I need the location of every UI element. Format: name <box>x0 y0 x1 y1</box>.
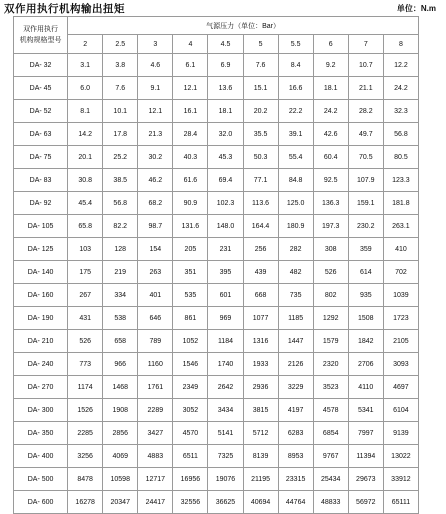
torque-cell: 1723 <box>383 307 418 330</box>
torque-cell: 65111 <box>383 491 418 514</box>
torque-cell: 4197 <box>278 399 313 422</box>
torque-cell: 1761 <box>138 376 173 399</box>
torque-cell: 8.4 <box>278 54 313 77</box>
torque-cell: 30.8 <box>68 169 103 192</box>
torque-cell: 19076 <box>208 468 243 491</box>
torque-cell: 13.6 <box>208 77 243 100</box>
table-row <box>14 376 419 399</box>
document-header <box>0 0 446 14</box>
pressure-header-cell: 2 <box>68 35 103 54</box>
torque-cell: 2285 <box>68 422 103 445</box>
torque-cell: 9.1 <box>138 77 173 100</box>
torque-cell: 20.1 <box>68 146 103 169</box>
pressure-header-cell: 7 <box>348 35 383 54</box>
torque-cell: 1316 <box>243 330 278 353</box>
torque-cell: 263 <box>138 261 173 284</box>
torque-cell: 18.1 <box>208 100 243 123</box>
pressure-header-cell: 4.5 <box>208 35 243 54</box>
torque-cell: 7997 <box>348 422 383 445</box>
torque-cell: 69.4 <box>208 169 243 192</box>
model-cell: DA- 600 <box>14 491 68 514</box>
torque-cell: 12717 <box>138 468 173 491</box>
torque-cell: 646 <box>138 307 173 330</box>
torque-cell: 526 <box>313 261 348 284</box>
torque-cell: 82.2 <box>103 215 138 238</box>
table-body <box>14 54 419 514</box>
torque-cell: 8.1 <box>68 100 103 123</box>
pressure-header-cell: 5 <box>243 35 278 54</box>
torque-cell: 46.2 <box>138 169 173 192</box>
torque-cell: 10.1 <box>103 100 138 123</box>
model-cell: DA- 270 <box>14 376 68 399</box>
torque-cell: 20347 <box>103 491 138 514</box>
torque-cell: 2349 <box>173 376 208 399</box>
model-column-header <box>14 17 68 54</box>
model-cell: DA- 160 <box>14 284 68 307</box>
torque-cell: 6283 <box>278 422 313 445</box>
torque-cell: 28.4 <box>173 123 208 146</box>
torque-cell: 7.6 <box>103 77 138 100</box>
torque-cell: 16956 <box>173 468 208 491</box>
torque-cell: 1842 <box>348 330 383 353</box>
torque-cell: 702 <box>383 261 418 284</box>
model-cell: DA- 210 <box>14 330 68 353</box>
torque-cell: 935 <box>348 284 383 307</box>
torque-cell: 35.5 <box>243 123 278 146</box>
torque-cell: 3427 <box>138 422 173 445</box>
torque-table <box>13 16 419 514</box>
model-cell: DA- 125 <box>14 238 68 261</box>
torque-cell: 439 <box>243 261 278 284</box>
torque-cell: 15.1 <box>243 77 278 100</box>
pressure-header-cell: 3 <box>138 35 173 54</box>
torque-cell: 16.6 <box>278 77 313 100</box>
pressure-header-cell: 6 <box>313 35 348 54</box>
torque-cell: 966 <box>103 353 138 376</box>
torque-cell: 230.2 <box>348 215 383 238</box>
model-cell: DA- 240 <box>14 353 68 376</box>
torque-cell: 802 <box>313 284 348 307</box>
model-cell: DA- 75 <box>14 146 68 169</box>
torque-cell: 70.5 <box>348 146 383 169</box>
table-row <box>14 284 419 307</box>
torque-cell: 231 <box>208 238 243 261</box>
torque-cell: 861 <box>173 307 208 330</box>
model-header-line1: 双作用执行 <box>23 26 59 33</box>
torque-cell: 21.3 <box>138 123 173 146</box>
torque-cell: 614 <box>348 261 383 284</box>
torque-cell: 45.3 <box>208 146 243 169</box>
torque-cell: 6104 <box>383 399 418 422</box>
torque-cell: 136.3 <box>313 192 348 215</box>
torque-cell: 55.4 <box>278 146 313 169</box>
torque-cell: 410 <box>383 238 418 261</box>
table-row <box>14 330 419 353</box>
torque-cell: 12.1 <box>173 77 208 100</box>
torque-cell: 308 <box>313 238 348 261</box>
torque-cell: 25.2 <box>103 146 138 169</box>
torque-cell: 969 <box>208 307 243 330</box>
torque-cell: 61.6 <box>173 169 208 192</box>
torque-cell: 38.5 <box>103 169 138 192</box>
torque-cell: 40694 <box>243 491 278 514</box>
torque-cell: 107.9 <box>348 169 383 192</box>
torque-cell: 148.0 <box>208 215 243 238</box>
torque-cell: 68.2 <box>138 192 173 215</box>
torque-cell: 8478 <box>68 468 103 491</box>
torque-cell: 131.6 <box>173 215 208 238</box>
torque-cell: 11394 <box>348 445 383 468</box>
torque-cell: 92.5 <box>313 169 348 192</box>
torque-cell: 128 <box>103 238 138 261</box>
torque-cell: 159.1 <box>348 192 383 215</box>
table-row <box>14 399 419 422</box>
torque-cell: 18.1 <box>313 77 348 100</box>
torque-cell: 22.2 <box>278 100 313 123</box>
torque-cell: 3.8 <box>103 54 138 77</box>
torque-cell: 10.7 <box>348 54 383 77</box>
torque-cell: 9139 <box>383 422 418 445</box>
model-cell: DA- 83 <box>14 169 68 192</box>
torque-cell: 42.6 <box>313 123 348 146</box>
torque-cell: 789 <box>138 330 173 353</box>
torque-cell: 9.2 <box>313 54 348 77</box>
torque-cell: 7325 <box>208 445 243 468</box>
torque-cell: 77.1 <box>243 169 278 192</box>
torque-cell: 535 <box>173 284 208 307</box>
torque-cell: 123.3 <box>383 169 418 192</box>
torque-cell: 45.4 <box>68 192 103 215</box>
torque-cell: 482 <box>278 261 313 284</box>
torque-cell: 256 <box>243 238 278 261</box>
torque-cell: 6511 <box>173 445 208 468</box>
torque-cell: 8953 <box>278 445 313 468</box>
table-row <box>14 215 419 238</box>
torque-cell: 8139 <box>243 445 278 468</box>
table-row <box>14 445 419 468</box>
torque-cell: 24417 <box>138 491 173 514</box>
torque-cell: 1508 <box>348 307 383 330</box>
torque-cell: 17.8 <box>103 123 138 146</box>
torque-cell: 98.7 <box>138 215 173 238</box>
torque-cell: 2126 <box>278 353 313 376</box>
torque-cell: 1933 <box>243 353 278 376</box>
torque-cell: 25434 <box>313 468 348 491</box>
torque-cell: 395 <box>208 261 243 284</box>
torque-cell: 735 <box>278 284 313 307</box>
torque-cell: 4.6 <box>138 54 173 77</box>
torque-cell: 1185 <box>278 307 313 330</box>
torque-cell: 3434 <box>208 399 243 422</box>
torque-cell: 1546 <box>173 353 208 376</box>
torque-cell: 1447 <box>278 330 313 353</box>
torque-cell: 3093 <box>383 353 418 376</box>
torque-cell: 21195 <box>243 468 278 491</box>
table-row <box>14 146 419 169</box>
torque-cell: 10598 <box>103 468 138 491</box>
torque-cell: 1077 <box>243 307 278 330</box>
torque-cell: 1160 <box>138 353 173 376</box>
torque-cell: 164.4 <box>243 215 278 238</box>
torque-cell: 2642 <box>208 376 243 399</box>
torque-cell: 2105 <box>383 330 418 353</box>
torque-cell: 1579 <box>313 330 348 353</box>
model-header-line2: 机构规格型号 <box>19 37 62 44</box>
torque-cell: 351 <box>173 261 208 284</box>
model-cell: DA- 140 <box>14 261 68 284</box>
torque-cell: 6.9 <box>208 54 243 77</box>
torque-cell: 7.6 <box>243 54 278 77</box>
torque-cell: 526 <box>68 330 103 353</box>
torque-cell: 24.2 <box>383 77 418 100</box>
table-row <box>14 123 419 146</box>
torque-cell: 263.1 <box>383 215 418 238</box>
torque-cell: 1292 <box>313 307 348 330</box>
torque-cell: 36625 <box>208 491 243 514</box>
table-row <box>14 353 419 376</box>
torque-cell: 2856 <box>103 422 138 445</box>
torque-cell: 32.0 <box>208 123 243 146</box>
torque-cell: 5341 <box>348 399 383 422</box>
torque-cell: 282 <box>278 238 313 261</box>
torque-cell: 90.9 <box>173 192 208 215</box>
table-row <box>14 468 419 491</box>
table-row <box>14 169 419 192</box>
torque-cell: 56.8 <box>383 123 418 146</box>
model-cell: DA- 350 <box>14 422 68 445</box>
table-row <box>14 238 419 261</box>
torque-cell: 401 <box>138 284 173 307</box>
model-cell: DA- 45 <box>14 77 68 100</box>
torque-cell: 3229 <box>278 376 313 399</box>
torque-cell: 14.2 <box>68 123 103 146</box>
torque-cell: 197.3 <box>313 215 348 238</box>
torque-cell: 32.3 <box>383 100 418 123</box>
table-row <box>14 491 419 514</box>
torque-cell: 4570 <box>173 422 208 445</box>
torque-cell: 267 <box>68 284 103 307</box>
torque-cell: 1174 <box>68 376 103 399</box>
torque-cell: 334 <box>103 284 138 307</box>
torque-cell: 4883 <box>138 445 173 468</box>
torque-cell: 33912 <box>383 468 418 491</box>
torque-cell: 359 <box>348 238 383 261</box>
torque-cell: 1052 <box>173 330 208 353</box>
torque-cell: 16278 <box>68 491 103 514</box>
torque-cell: 50.3 <box>243 146 278 169</box>
model-cell: DA- 190 <box>14 307 68 330</box>
torque-cell: 6.1 <box>173 54 208 77</box>
torque-cell: 21.1 <box>348 77 383 100</box>
torque-cell: 103 <box>68 238 103 261</box>
torque-cell: 668 <box>243 284 278 307</box>
torque-cell: 40.3 <box>173 146 208 169</box>
table-row <box>14 192 419 215</box>
torque-cell: 29673 <box>348 468 383 491</box>
model-cell: DA- 32 <box>14 54 68 77</box>
torque-cell: 4110 <box>348 376 383 399</box>
torque-cell: 65.8 <box>68 215 103 238</box>
torque-cell: 113.6 <box>243 192 278 215</box>
model-cell: DA- 300 <box>14 399 68 422</box>
torque-cell: 48833 <box>313 491 348 514</box>
torque-cell: 1468 <box>103 376 138 399</box>
torque-cell: 431 <box>68 307 103 330</box>
model-cell: DA- 52 <box>14 100 68 123</box>
torque-cell: 3.1 <box>68 54 103 77</box>
torque-cell: 1184 <box>208 330 243 353</box>
torque-cell: 219 <box>103 261 138 284</box>
table-row <box>14 307 419 330</box>
torque-cell: 84.8 <box>278 169 313 192</box>
torque-cell: 175 <box>68 261 103 284</box>
torque-cell: 1908 <box>103 399 138 422</box>
torque-cell: 1740 <box>208 353 243 376</box>
torque-cell: 30.2 <box>138 146 173 169</box>
torque-cell: 205 <box>173 238 208 261</box>
torque-cell: 102.3 <box>208 192 243 215</box>
torque-cell: 32556 <box>173 491 208 514</box>
torque-cell: 125.0 <box>278 192 313 215</box>
torque-cell: 4697 <box>383 376 418 399</box>
torque-cell: 12.2 <box>383 54 418 77</box>
torque-cell: 9767 <box>313 445 348 468</box>
torque-cell: 658 <box>103 330 138 353</box>
torque-cell: 4578 <box>313 399 348 422</box>
torque-cell: 56.8 <box>103 192 138 215</box>
pressure-header-cell: 4 <box>173 35 208 54</box>
torque-cell: 80.5 <box>383 146 418 169</box>
torque-cell: 24.2 <box>313 100 348 123</box>
torque-cell: 6.0 <box>68 77 103 100</box>
table-row <box>14 77 419 100</box>
torque-cell: 6854 <box>313 422 348 445</box>
torque-cell: 13022 <box>383 445 418 468</box>
torque-cell: 2289 <box>138 399 173 422</box>
torque-cell: 4069 <box>103 445 138 468</box>
pressure-header-cell: 5.5 <box>278 35 313 54</box>
pressure-group-header: 气源压力（单位：Bar） <box>68 17 419 35</box>
table-row <box>14 100 419 123</box>
pressure-values-row <box>14 35 419 54</box>
torque-cell: 601 <box>208 284 243 307</box>
model-cell: DA- 400 <box>14 445 68 468</box>
torque-cell: 60.4 <box>313 146 348 169</box>
unit-label: 单位：N.m <box>396 4 436 13</box>
torque-cell: 5712 <box>243 422 278 445</box>
torque-cell: 20.2 <box>243 100 278 123</box>
table-row <box>14 261 419 284</box>
torque-cell: 39.1 <box>278 123 313 146</box>
pressure-header-cell: 2.5 <box>103 35 138 54</box>
torque-cell: 49.7 <box>348 123 383 146</box>
torque-cell: 16.1 <box>173 100 208 123</box>
torque-cell: 1039 <box>383 284 418 307</box>
torque-cell: 2706 <box>348 353 383 376</box>
torque-cell: 56972 <box>348 491 383 514</box>
torque-cell: 1526 <box>68 399 103 422</box>
torque-cell: 3256 <box>68 445 103 468</box>
torque-cell: 773 <box>68 353 103 376</box>
page-title: 双作用执行机构输出扭矩 <box>4 3 125 15</box>
torque-cell: 28.2 <box>348 100 383 123</box>
table-row <box>14 54 419 77</box>
torque-cell: 3052 <box>173 399 208 422</box>
model-cell: DA- 63 <box>14 123 68 146</box>
table-header-row <box>14 17 419 35</box>
torque-cell: 12.1 <box>138 100 173 123</box>
torque-cell: 5141 <box>208 422 243 445</box>
torque-cell: 181.8 <box>383 192 418 215</box>
model-cell: DA- 92 <box>14 192 68 215</box>
model-cell: DA- 500 <box>14 468 68 491</box>
torque-cell: 3523 <box>313 376 348 399</box>
torque-cell: 2320 <box>313 353 348 376</box>
torque-cell: 23315 <box>278 468 313 491</box>
torque-cell: 180.9 <box>278 215 313 238</box>
torque-cell: 538 <box>103 307 138 330</box>
torque-cell: 2936 <box>243 376 278 399</box>
table-row <box>14 422 419 445</box>
torque-cell: 3815 <box>243 399 278 422</box>
pressure-header-cell: 8 <box>383 35 418 54</box>
torque-cell: 44764 <box>278 491 313 514</box>
model-cell: DA- 105 <box>14 215 68 238</box>
torque-cell: 154 <box>138 238 173 261</box>
